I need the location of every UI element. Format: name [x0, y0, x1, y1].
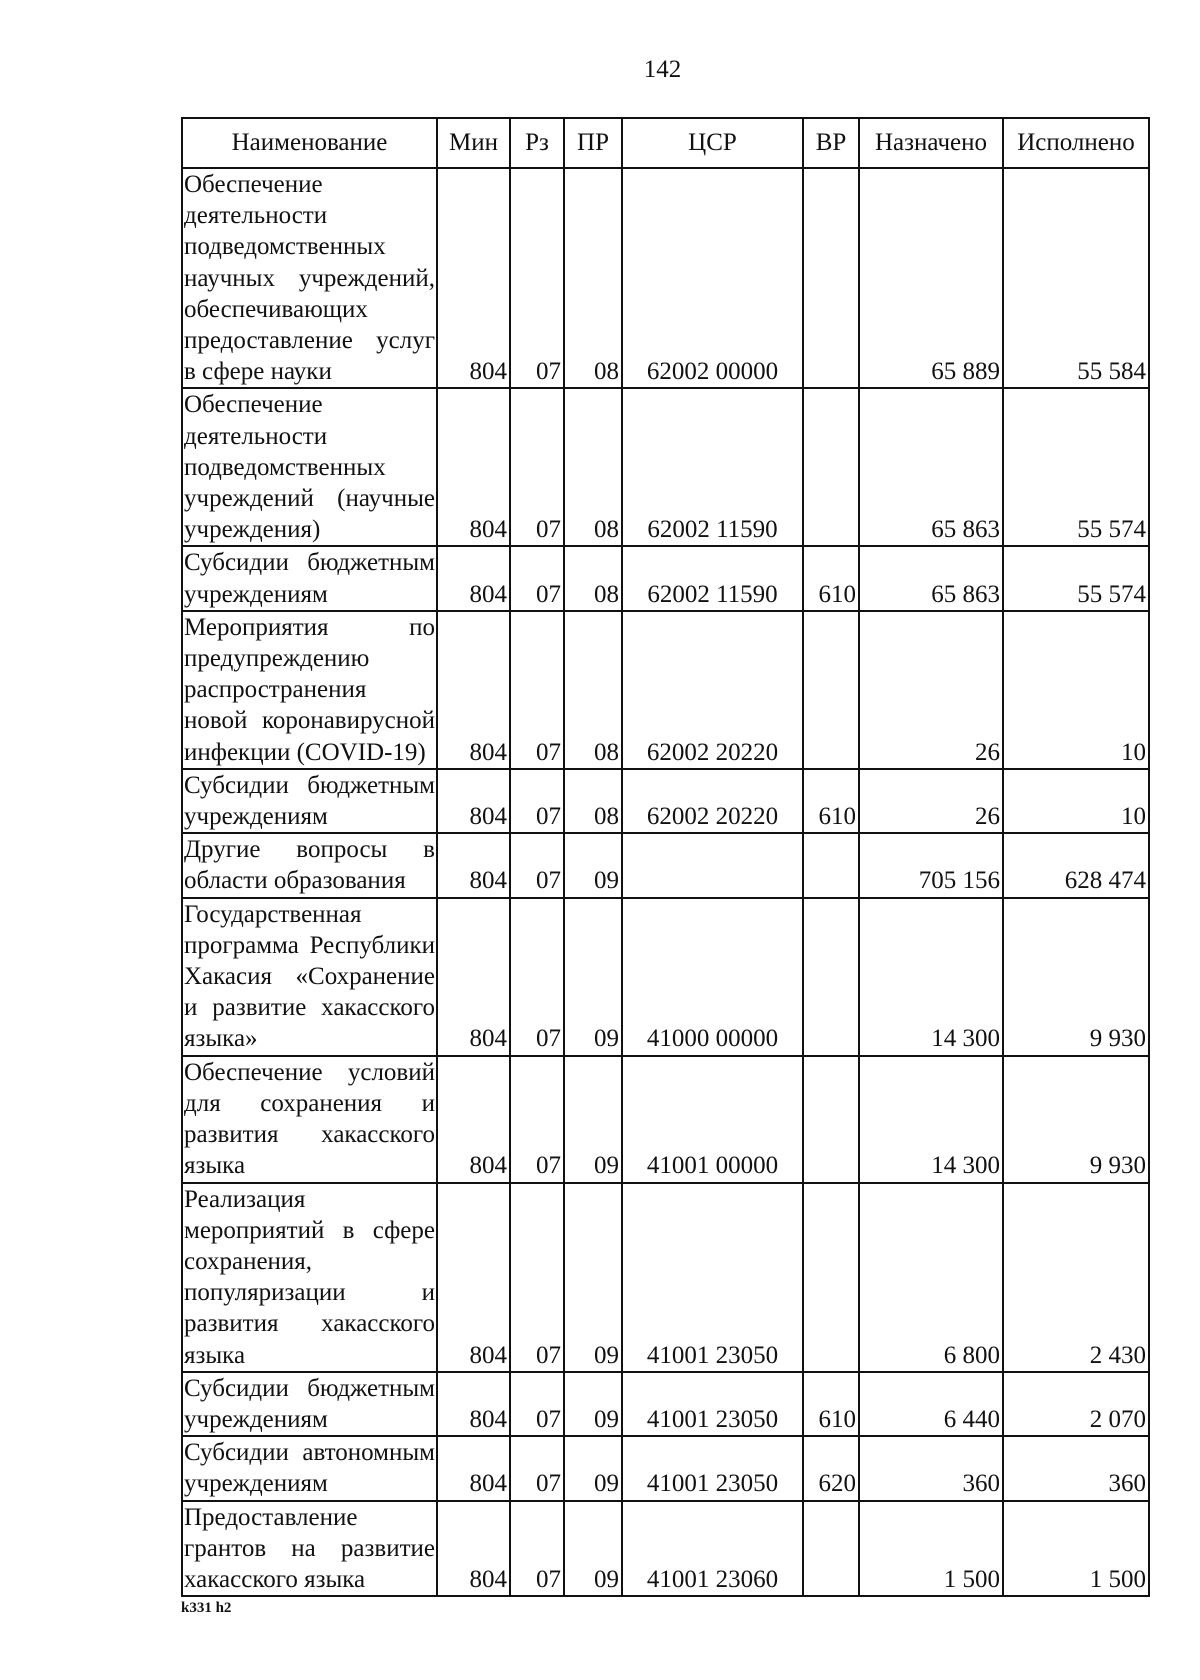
row-vr: 620 — [803, 1436, 859, 1500]
row-rz: 07 — [510, 1056, 564, 1183]
row-csr: 62002 20220 — [622, 611, 803, 769]
document-code: k331 h2 — [181, 1600, 232, 1616]
row-assigned: 360 — [859, 1436, 1003, 1500]
row-executed: 9 930 — [1003, 1056, 1149, 1183]
page-number: 142 — [643, 56, 682, 83]
row-assigned: 26 — [859, 769, 1003, 833]
row-pr: 09 — [564, 1501, 622, 1597]
row-min: 804 — [437, 833, 510, 897]
row-executed: 9 930 — [1003, 898, 1149, 1056]
row-executed: 2 430 — [1003, 1183, 1149, 1372]
header-pr: ПР — [564, 118, 622, 168]
row-rz: 07 — [510, 833, 564, 897]
row-vr: 610 — [803, 769, 859, 833]
row-pr: 09 — [564, 833, 622, 897]
row-vr — [803, 611, 859, 769]
row-pr: 09 — [564, 898, 622, 1056]
row-rz: 07 — [510, 1436, 564, 1500]
row-csr: 62002 20220 — [622, 769, 803, 833]
row-name: Субсидии автономным учреждениям — [182, 1436, 437, 1500]
row-name: Обеспечение деятельности подведомственных учреждений (научные учреждения) — [182, 388, 437, 546]
row-assigned: 65 863 — [859, 546, 1003, 610]
table-row — [182, 1436, 1149, 1500]
row-executed: 2 070 — [1003, 1372, 1149, 1436]
row-executed: 10 — [1003, 769, 1149, 833]
row-pr: 09 — [564, 1436, 622, 1500]
row-vr — [803, 833, 859, 897]
row-min: 804 — [437, 546, 510, 610]
row-min: 804 — [437, 1183, 510, 1372]
row-name: Субсидии бюджетным учреждениям — [182, 769, 437, 833]
row-csr: 41001 00000 — [622, 1056, 803, 1183]
row-csr: 41001 23050 — [622, 1183, 803, 1372]
header-executed: Исполнено — [1003, 118, 1149, 168]
row-executed: 55 574 — [1003, 546, 1149, 610]
row-name: Обеспечение деятельности подведомственных научных учреждений, обеспечивающих предоставление услуг в сфере науки — [182, 168, 437, 388]
table-row — [182, 1372, 1149, 1436]
row-vr — [803, 168, 859, 388]
header-csr: ЦСР — [622, 118, 803, 168]
table-row — [182, 611, 1149, 769]
row-executed: 10 — [1003, 611, 1149, 769]
row-csr: 62002 11590 — [622, 546, 803, 610]
row-min: 804 — [437, 1056, 510, 1183]
row-name: Субсидии бюджетным учреждениям — [182, 546, 437, 610]
row-rz: 07 — [510, 611, 564, 769]
table-row — [182, 769, 1149, 833]
row-executed: 55 574 — [1003, 388, 1149, 546]
row-name: Субсидии бюджетным учреждениям — [182, 1372, 437, 1436]
table-row — [182, 388, 1149, 546]
row-vr — [803, 898, 859, 1056]
table-row — [182, 1056, 1149, 1183]
row-csr: 62002 00000 — [622, 168, 803, 388]
row-min: 804 — [437, 388, 510, 546]
row-pr: 09 — [564, 1056, 622, 1183]
row-rz: 07 — [510, 769, 564, 833]
row-vr — [803, 1501, 859, 1597]
row-vr: 610 — [803, 546, 859, 610]
row-min: 804 — [437, 1436, 510, 1500]
table-body — [182, 168, 1149, 1596]
row-name: Предоставление грантов на развитие хакасского языка — [182, 1501, 437, 1597]
row-csr: 41001 23050 — [622, 1436, 803, 1500]
table-row — [182, 1183, 1149, 1372]
row-vr — [803, 388, 859, 546]
row-min: 804 — [437, 1372, 510, 1436]
row-assigned: 6 800 — [859, 1183, 1003, 1372]
row-pr: 08 — [564, 769, 622, 833]
row-rz: 07 — [510, 898, 564, 1056]
row-assigned: 65 863 — [859, 388, 1003, 546]
row-min: 804 — [437, 898, 510, 1056]
row-rz: 07 — [510, 388, 564, 546]
row-min: 804 — [437, 769, 510, 833]
row-csr: 41000 00000 — [622, 898, 803, 1056]
row-name: Государственная программа Республики Хакасия «Сохранение и развитие хакасского языка» — [182, 898, 437, 1056]
budget-table — [181, 117, 1150, 1597]
row-csr: 62002 11590 — [622, 388, 803, 546]
row-pr: 09 — [564, 1183, 622, 1372]
header-assigned: Назначено — [859, 118, 1003, 168]
row-assigned: 14 300 — [859, 1056, 1003, 1183]
row-vr — [803, 1056, 859, 1183]
row-rz: 07 — [510, 546, 564, 610]
row-min: 804 — [437, 1501, 510, 1597]
row-assigned: 705 156 — [859, 833, 1003, 897]
row-rz: 07 — [510, 1372, 564, 1436]
row-csr: 41001 23060 — [622, 1501, 803, 1597]
header-name: Наименование — [182, 118, 437, 168]
row-rz: 07 — [510, 1183, 564, 1372]
row-name: Реализация мероприятий в сфере сохранения, популяризации и развития хакасского языка — [182, 1183, 437, 1372]
row-name: Мероприятия по предупреждению распространения новой коронавирусной инфекции (COVID-19) — [182, 611, 437, 769]
row-name: Обеспечение условий для сохранения и развития хакасского языка — [182, 1056, 437, 1183]
row-csr — [622, 833, 803, 897]
table-row — [182, 1501, 1149, 1597]
row-executed: 55 584 — [1003, 168, 1149, 388]
row-assigned: 65 889 — [859, 168, 1003, 388]
table-row — [182, 546, 1149, 610]
row-vr: 610 — [803, 1372, 859, 1436]
row-assigned: 6 440 — [859, 1372, 1003, 1436]
row-pr: 08 — [564, 168, 622, 388]
row-executed: 1 500 — [1003, 1501, 1149, 1597]
row-min: 804 — [437, 168, 510, 388]
table-row — [182, 833, 1149, 897]
table-row — [182, 168, 1149, 388]
row-pr: 08 — [564, 611, 622, 769]
row-assigned: 14 300 — [859, 898, 1003, 1056]
row-assigned: 1 500 — [859, 1501, 1003, 1597]
header-min: Мин — [437, 118, 510, 168]
row-min: 804 — [437, 611, 510, 769]
row-rz: 07 — [510, 168, 564, 388]
header-vr: ВР — [803, 118, 859, 168]
row-vr — [803, 1183, 859, 1372]
table-row — [182, 898, 1149, 1056]
row-pr: 09 — [564, 1372, 622, 1436]
row-name: Другие вопросы в области образования — [182, 833, 437, 897]
row-pr: 08 — [564, 546, 622, 610]
table-header-row — [182, 118, 1149, 168]
row-pr: 08 — [564, 388, 622, 546]
row-csr: 41001 23050 — [622, 1372, 803, 1436]
header-rz: Рз — [510, 118, 564, 168]
row-executed: 628 474 — [1003, 833, 1149, 897]
row-rz: 07 — [510, 1501, 564, 1597]
row-executed: 360 — [1003, 1436, 1149, 1500]
row-assigned: 26 — [859, 611, 1003, 769]
